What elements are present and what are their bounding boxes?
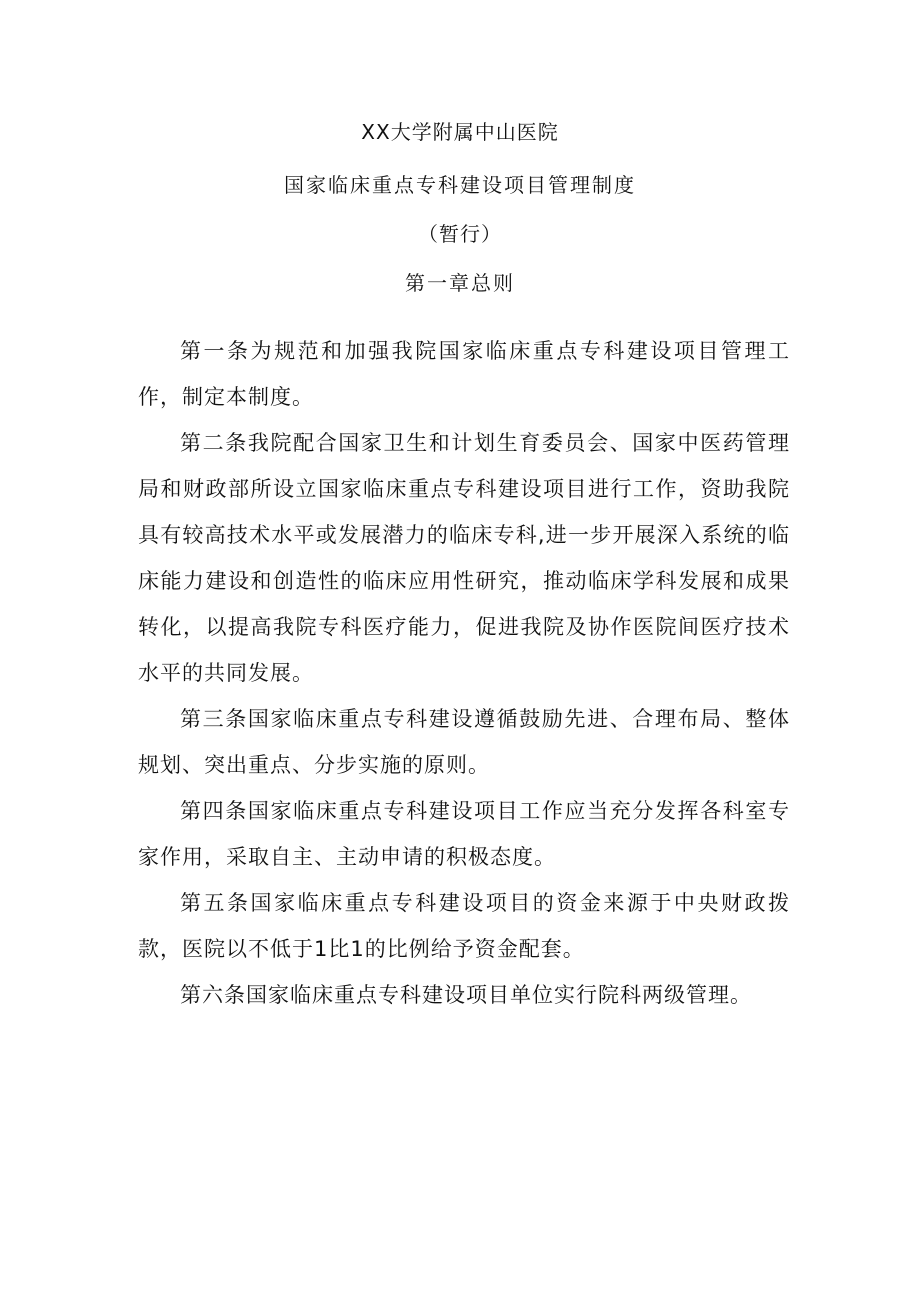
article-5: 第五条国家临床重点专科建设项目的资金来源于中央财政拨款，医院以不低于1比1的比例给予资金配套。: [138, 891, 790, 961]
regulation-title: 国家临床重点专科建设项目管理制度: [284, 173, 636, 197]
chapter-heading: 第一章总则: [405, 271, 515, 295]
hospital-name: XX大学附属中山医院: [361, 120, 559, 144]
article-2: 第二条我院配合国家卫生和计划生育委员会、国家中医药管理局和财政部所设立国家临床重点专科建设项目进行工作，资助我院具有较高技术水平或发展潜力的临床专科,进一步开展深入系统的临床能力建设和创造性的临床应用性研究，推动临床学科发展和成果转化，以提高我院专科医疗能力，促进我院及协作医院间医疗技术水平的共同发展。: [138, 431, 790, 685]
article-3: 第三条国家临床重点专科建设遵循鼓励先进、合理布局、整体规划、突出重点、分步实施的原则。: [138, 707, 790, 777]
provisional-note: （暂行）: [418, 222, 502, 246]
document-body: [138, 328, 790, 1018]
article-1: 第一条为规范和加强我院国家临床重点专科建设项目管理工作，制定本制度。: [138, 339, 790, 409]
article-4: 第四条国家临床重点专科建设项目工作应当充分发挥各科室专家作用，采取自主、主动申请的积极态度。: [138, 799, 790, 869]
article-6: 第六条国家临床重点专科建设项目单位实行院科两级管理。: [180, 983, 752, 1007]
